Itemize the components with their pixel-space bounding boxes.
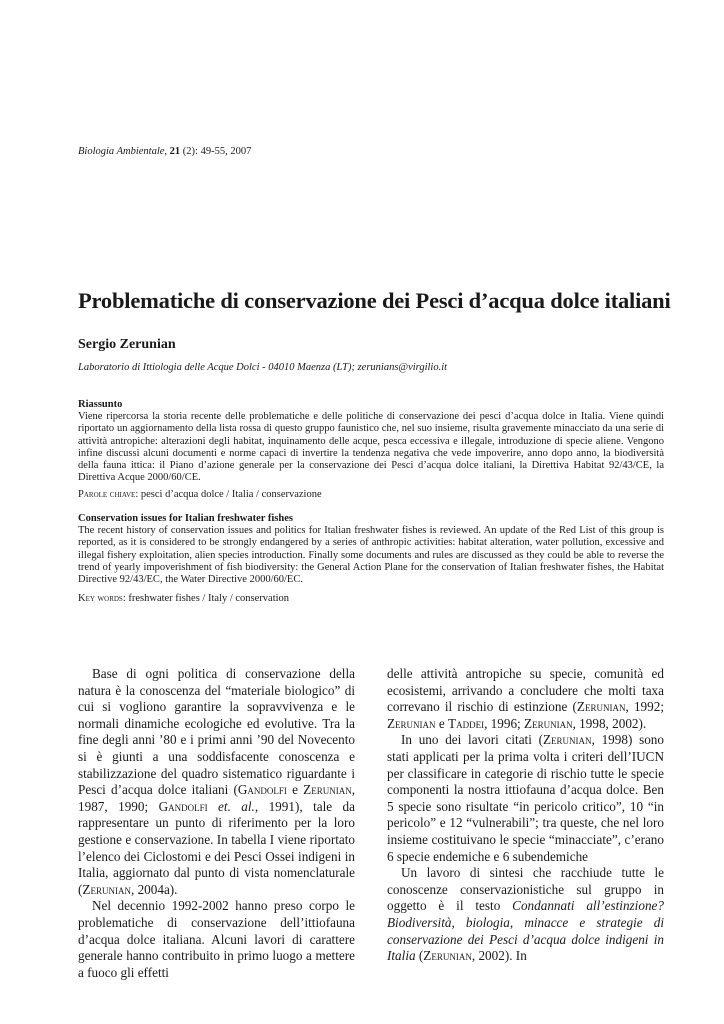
keywords-english-text: freshwater fishes / Italy / conservation	[125, 593, 290, 604]
abstract-italian	[78, 399, 664, 484]
body-paragraph: Un lavoro di sintesi che racchiude tutte le conoscenze conservazionistiche sul gruppo in oggetto è il testo Condannati all’estinzione? Biodiversità, biologia, minacce e strategie di conservazione dei Pesci d’acqua dolce indigeni in Italia (Zerunian, 2002). In	[387, 865, 664, 964]
abstract-english-text: The recent history of conservation issues and politics for Italian freshwater fishes is reviewed. An update of the Red List of this group is reported, as it is considered to be strongly endangered by a series of anthropic activities: habitat alteration, water pollution, excessive and illegal fishery exploitation, alien species introduction. Finally some documents and rules are discussed as they could be able to reverse the trend of yearly impoverishment of fish biodiversity: the General Action Plane for the conservation of Italian freshwater fishes, the Habitat Directive 92/43/EC, the Water Directive 2000/60/EC.	[78, 525, 664, 586]
keywords-italian-text: pesci d’acqua dolce / Italia / conservazione	[138, 489, 322, 500]
keywords-italian	[78, 489, 322, 500]
keywords-english	[78, 593, 289, 604]
keywords-italian-label: Parole chiave:	[78, 489, 139, 500]
paper-title: Problematiche di conservazione dei Pesci d’acqua dolce italiani	[78, 288, 671, 313]
body-paragraph: Nel decennio 1992-2002 hanno preso corpo le problematiche di conservazione dell’ittiofauna d’acqua dolce italiana. Alcuni lavori di carattere generale hanno contribuito in primo luogo a mettere a fuoco gli effetti	[78, 898, 355, 980]
abstract-italian-text: Viene ripercorsa la storia recente delle problematiche e delle politiche di conservazione dei pesci d’acqua dolce in Italia. Viene quindi riportato un aggiornamento della lista rossa di questo gruppo faunistico che, nel suo insieme, risulta gravemente minacciato da una serie di attività antropiche: alterazioni degli habitat, inquinamento delle acque, pesca eccessiva e illegale, introduzione di specie aliene. Vengono infine discussi alcuni documenti e norme capaci di invertire la tendenza negativa che vede impoverire, anno dopo anno, la biodiversità della fauna ittica: il Piano d’azione generale per la conservazione dei Pesci d’acqua dolce italiani, la Direttiva Habitat 92/43/CE, la Direttiva Acque 2000/60/CE.	[78, 411, 664, 484]
journal-issue-pages: (2): 49-55, 2007	[180, 146, 252, 157]
body-paragraph: In uno dei lavori citati (Zerunian, 1998) sono stati applicati per la prima volta i criteri dell’IUCN per classificare in categorie di rischio tutte le specie componenti la nostra ittiofauna d’acqua dolce. Ben 5 specie sono risultate “in pericolo critico”, 10 “in pericolo” e 12 “vulnerabili”; tra queste, che nel loro insieme costituivano le specie “minacciate”, c’erano 6 specie endemiche e 6 subendemiche	[387, 732, 664, 864]
body-paragraph: delle attività antropiche su specie, comunità ed ecosistemi, arrivando a concludere che molti taxa correvano il rischio di estinzione (Zerunian, 1992; Zerunian e Taddei, 1996; Zerunian, 1998, 2002).	[387, 666, 664, 731]
body-column-left	[78, 666, 355, 981]
journal-citation: Biologia Ambientale, 21 (2): 49-55, 2007	[78, 146, 252, 157]
abstract-english	[78, 513, 664, 586]
body-column-right	[387, 666, 664, 965]
author-name: Sergio Zerunian	[78, 337, 176, 352]
abstract-english-heading: Conservation issues for Italian freshwater fishes	[78, 513, 293, 524]
journal-volume: 21	[169, 146, 181, 157]
author-affiliation: Laboratorio di Ittiologia delle Acque Dolci - 04010 Maenza (LT); zerunians@virgilio.it	[78, 362, 448, 373]
journal-name: Biologia Ambientale	[78, 146, 165, 157]
abstract-italian-heading: Riassunto	[78, 399, 123, 410]
body-paragraph: Base di ogni politica di conservazione della natura è la conoscenza del “materiale biologico” di cui si vogliono garantire la sopravvivenza e le normali dinamiche ecologiche ed evolutive. Tra la fine degli anni ’80 e i primi anni ’90 del Novecento si è giunti a una soddisfacente conoscenza e stabilizzazione del quadro sistematico riguardante i Pesci d’acqua dolce italiani (Gandolfi e Zerunian, 1987, 1990; Gandolfi et. al., 1991), tale da rappresentare un punto di riferimento per la loro gestione e conservazione. In tabella I viene riportato l’elenco dei Ciclostomi e dei Pesci Ossei indigeni in Italia, aggiornato dal punto di vista nomenclaturale (Zerunian, 2004a).	[78, 666, 356, 897]
keywords-english-label: Key words:	[78, 593, 126, 604]
